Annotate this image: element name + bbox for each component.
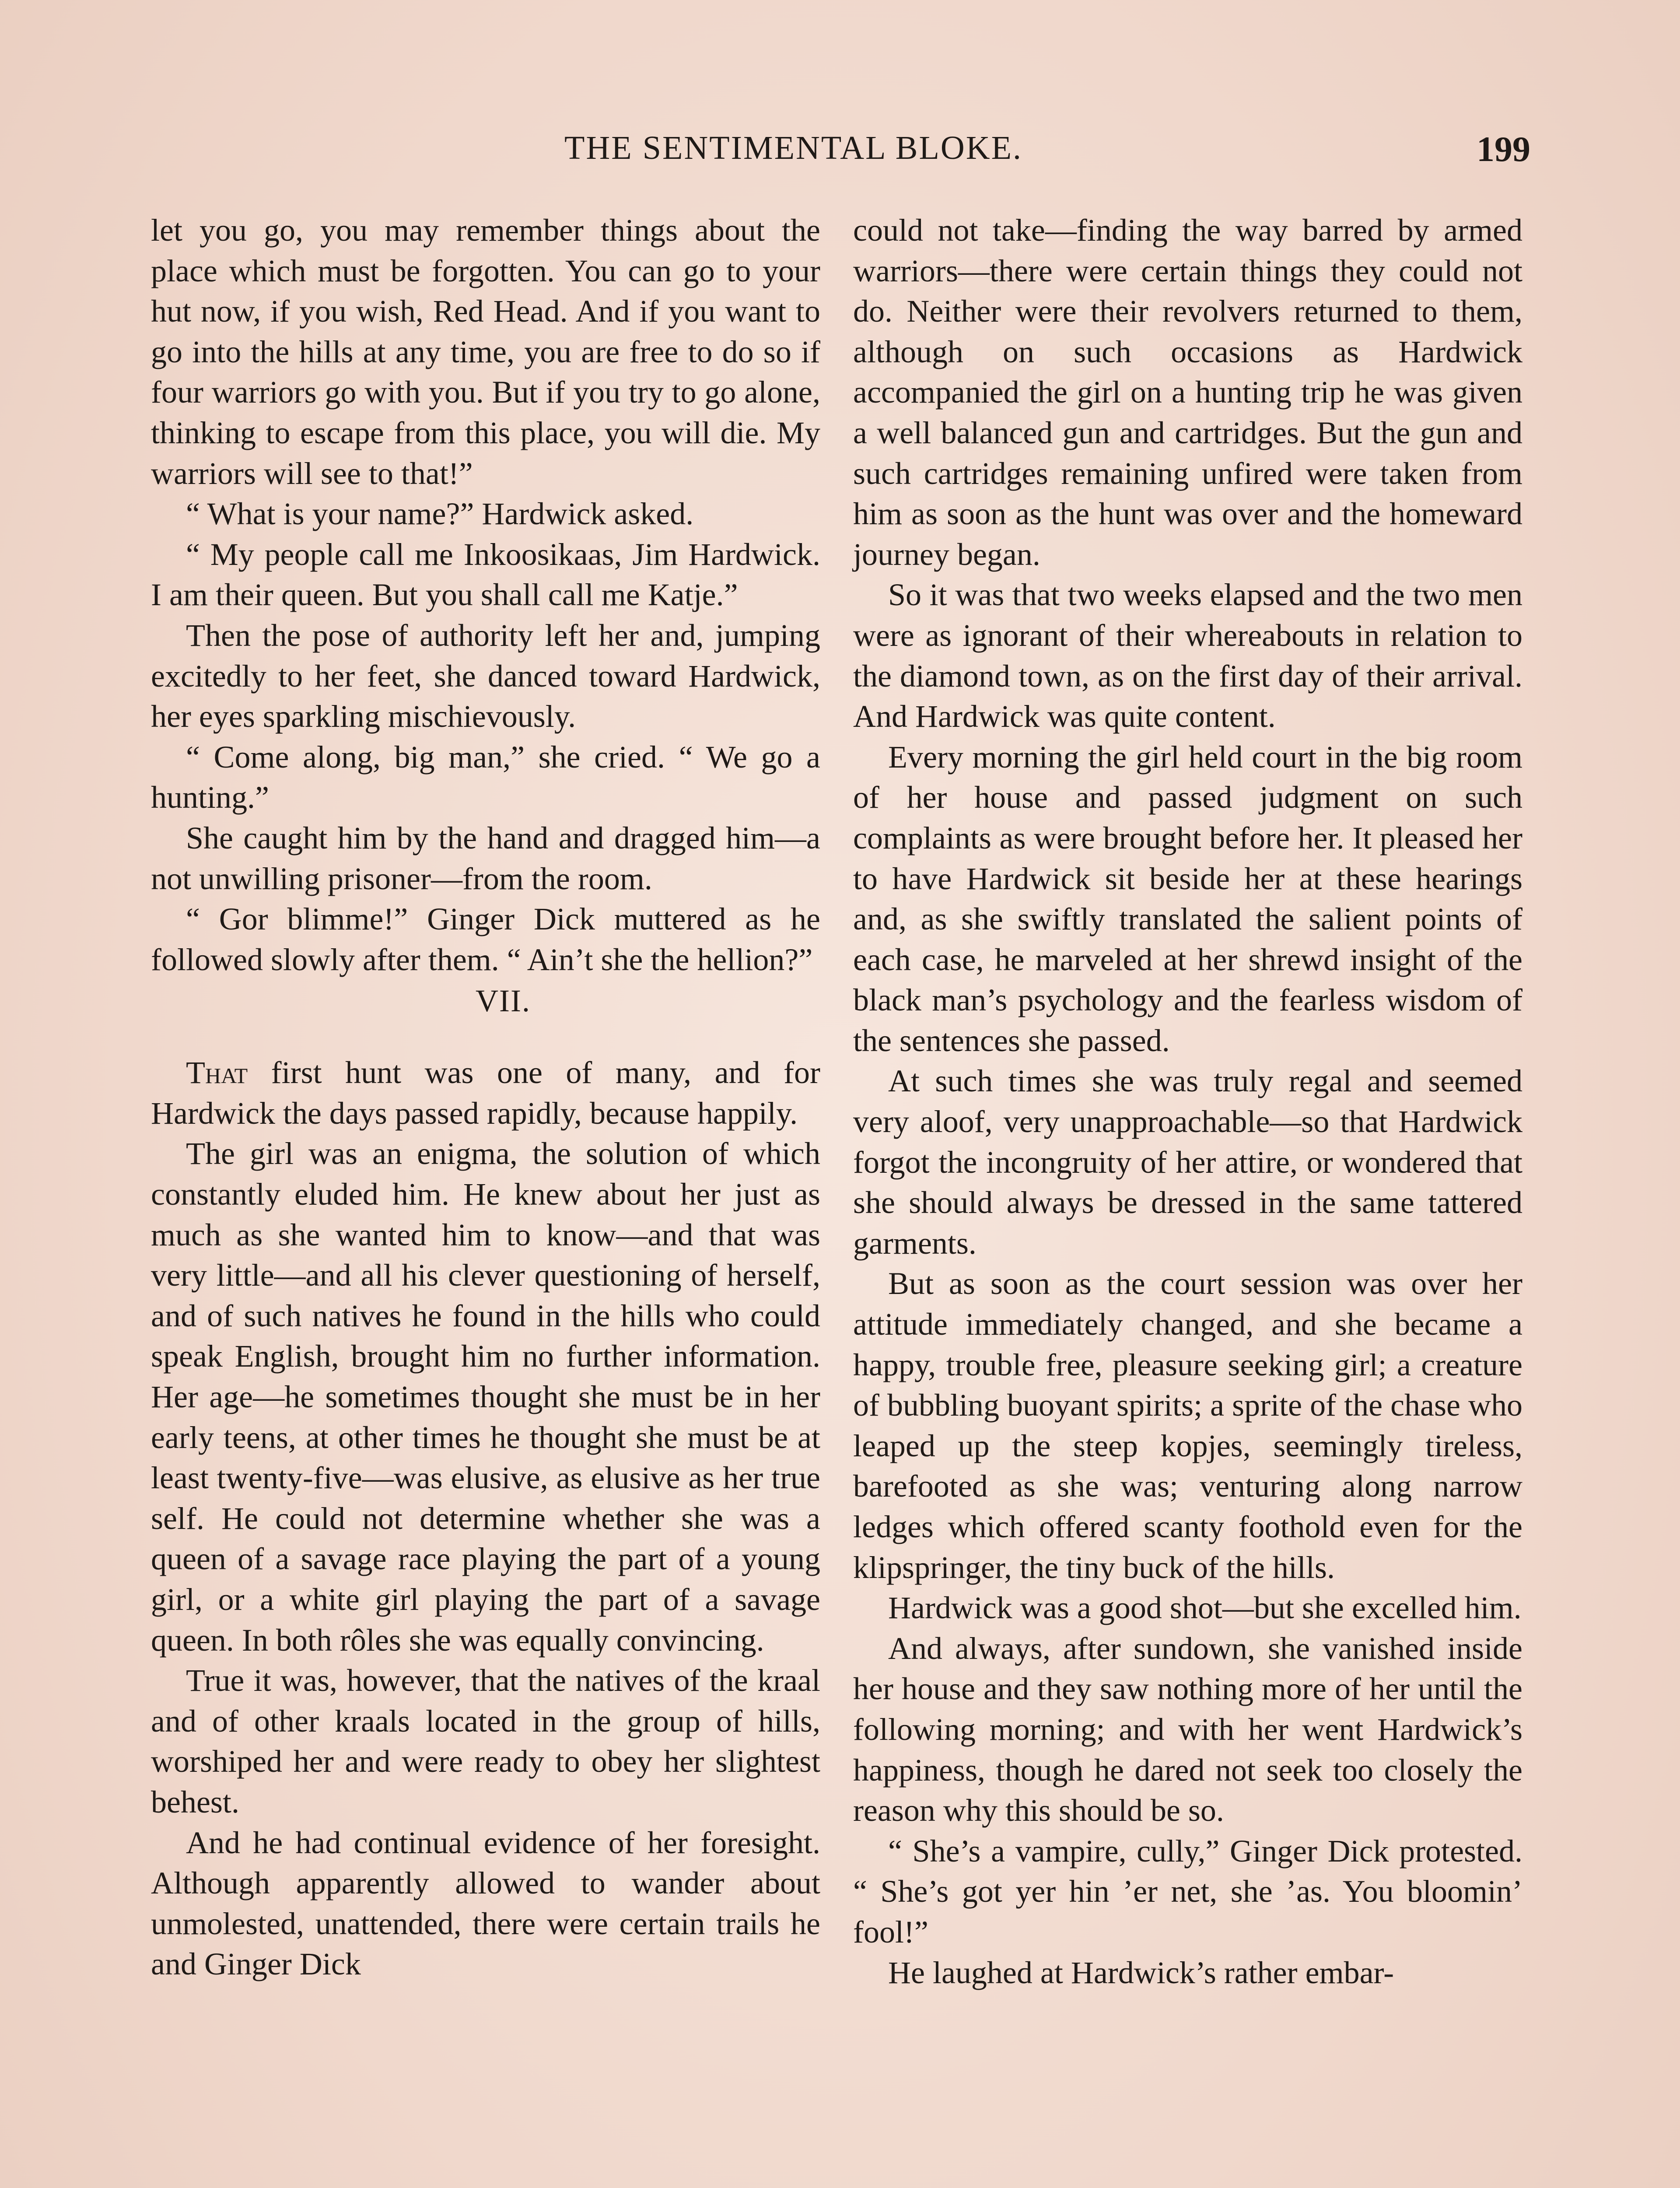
left-column [151,210,820,1985]
section-heading: VII. [476,983,531,1019]
paragraph: True it was, however, that the natives of the kraal and of other kraals located in the group of hills, worshiped her and were ready to obey her slightest behest. [151,1663,820,1820]
page-number: 199 [1477,129,1530,169]
paragraph: But as soon as the court session was over her attitude immediately changed, and she became a happy, trouble free, pleasure seeking girl; a creature of bubbling buoyant spirits; a sprite of the chase who leaped up the steep kopjes, seemingly tireless, barefooted as she was; venturing along narrow ledges which offered scanty foothold even for the klipspringer, the tiny buck of the hills. [853,1266,1522,1585]
paragraph: Then the pose of authority left her and, jumping excitedly to her feet, she danced toward Hardwick, her eyes sparkling mischievously. [151,617,820,734]
right-column [853,210,1522,1993]
paragraph: could not take—finding the way barred by armed warriors—there were certain things they could not do. Neither were their revolvers returned to them, although on such occasions as Hardwick accompanied the girl on a hunting trip he was given a well balanced gun and cartridges. But the gun and such cartridges remaining unfired were taken from him as soon as the hunt was over and the homeward journey began. [853,213,1522,572]
running-head: THE SENTIMENTAL BLOKE. [564,130,1023,166]
section-first-word: That [186,1055,248,1090]
paragraph: “ She’s a vampire, cully,” Ginger Dick protested. “ She’s got yer hin ’er net, she ’as. You bloomin’ fool!” [853,1833,1522,1950]
paragraph: And always, after sundown, she vanished inside her house and they saw nothing more of her until the following morning; and with her went Hardwick’s happiness, though he dared not seek too closely the reason why this should be so. [853,1630,1522,1828]
paragraph: let you go, you may remember things about the place which must be forgotten. You can go to your hut now, if you wish, Red Head. And if you want to go into the hills at any time, you are free to do so if four warriors go with you. But if you try to go alone, thinking to escape from this place, you will die. My warriors will see to that!” [151,213,820,491]
paragraph: “ My people call me Inkoosikaas, Jim Hardwick. I am their queen. But you shall call me Katje.” [151,536,820,613]
paragraph: “ Come along, big man,” she cried. “ We go a hunting.” [151,739,820,815]
paragraph: “ What is your name?” Hardwick asked. [186,496,694,532]
paragraph: He laughed at Hardwick’s rather embar- [888,1955,1394,1990]
paragraph: “ Gor blimme!” Ginger Dick muttered as he followed slowly after them. “ Ain’t she the hellion?” [151,901,820,977]
paragraph: So it was that two weeks elapsed and the two men were as ignorant of their whereabouts in relation to the diamond town, as on the first day of their arrival. And Hardwick was quite content. [853,577,1522,734]
paragraph: Every morning the girl held court in the big room of her house and passed judgment on such complaints as were brought before her. It pleased her to have Hardwick sit beside her at these hearings and, as she swiftly translated the salient points of each case, he marveled at her shrewd insight of the black man’s psychology and the fearless wisdom of the sentences she passed. [853,739,1522,1058]
paragraph: Hardwick was a good shot—but she excelled him. [888,1590,1522,1626]
paragraph: And he had continual evidence of her foresight. Although apparently allowed to wander about unmolested, unattended, there were certain trails he and Ginger Dick [151,1825,820,1982]
paragraph: At such times she was truly regal and seemed very aloof, very unapproachable—so that Hardwick forgot the incongruity of her attire, or wondered that she should always be dressed in the same tattered garments. [853,1063,1522,1261]
paragraph: The girl was an enigma, the solution of which constantly eluded him. He knew about her just as much as she wanted him to know—and that was very little—and all his clever questioning of herself, and of such natives he found in the hills who could speak English, brought him no further information. Her age—he sometimes thought she must be in her early teens, at other times he thought she must be at least twenty-five—was elusive, as elusive as her true self. He could not determine whether she was a queen of a savage race playing the part of a young girl, or a white girl playing the part of a savage queen. In both rôles she was equally convincing. [151,1136,820,1658]
paragraph [151,1052,820,1133]
paragraph: She caught him by the hand and dragged him—a not unwilling prisoner—from the room. [151,820,820,896]
section-first-text: first hunt was one of many, and for Hardwick the days passed rapidly, because happily. [151,1055,820,1131]
